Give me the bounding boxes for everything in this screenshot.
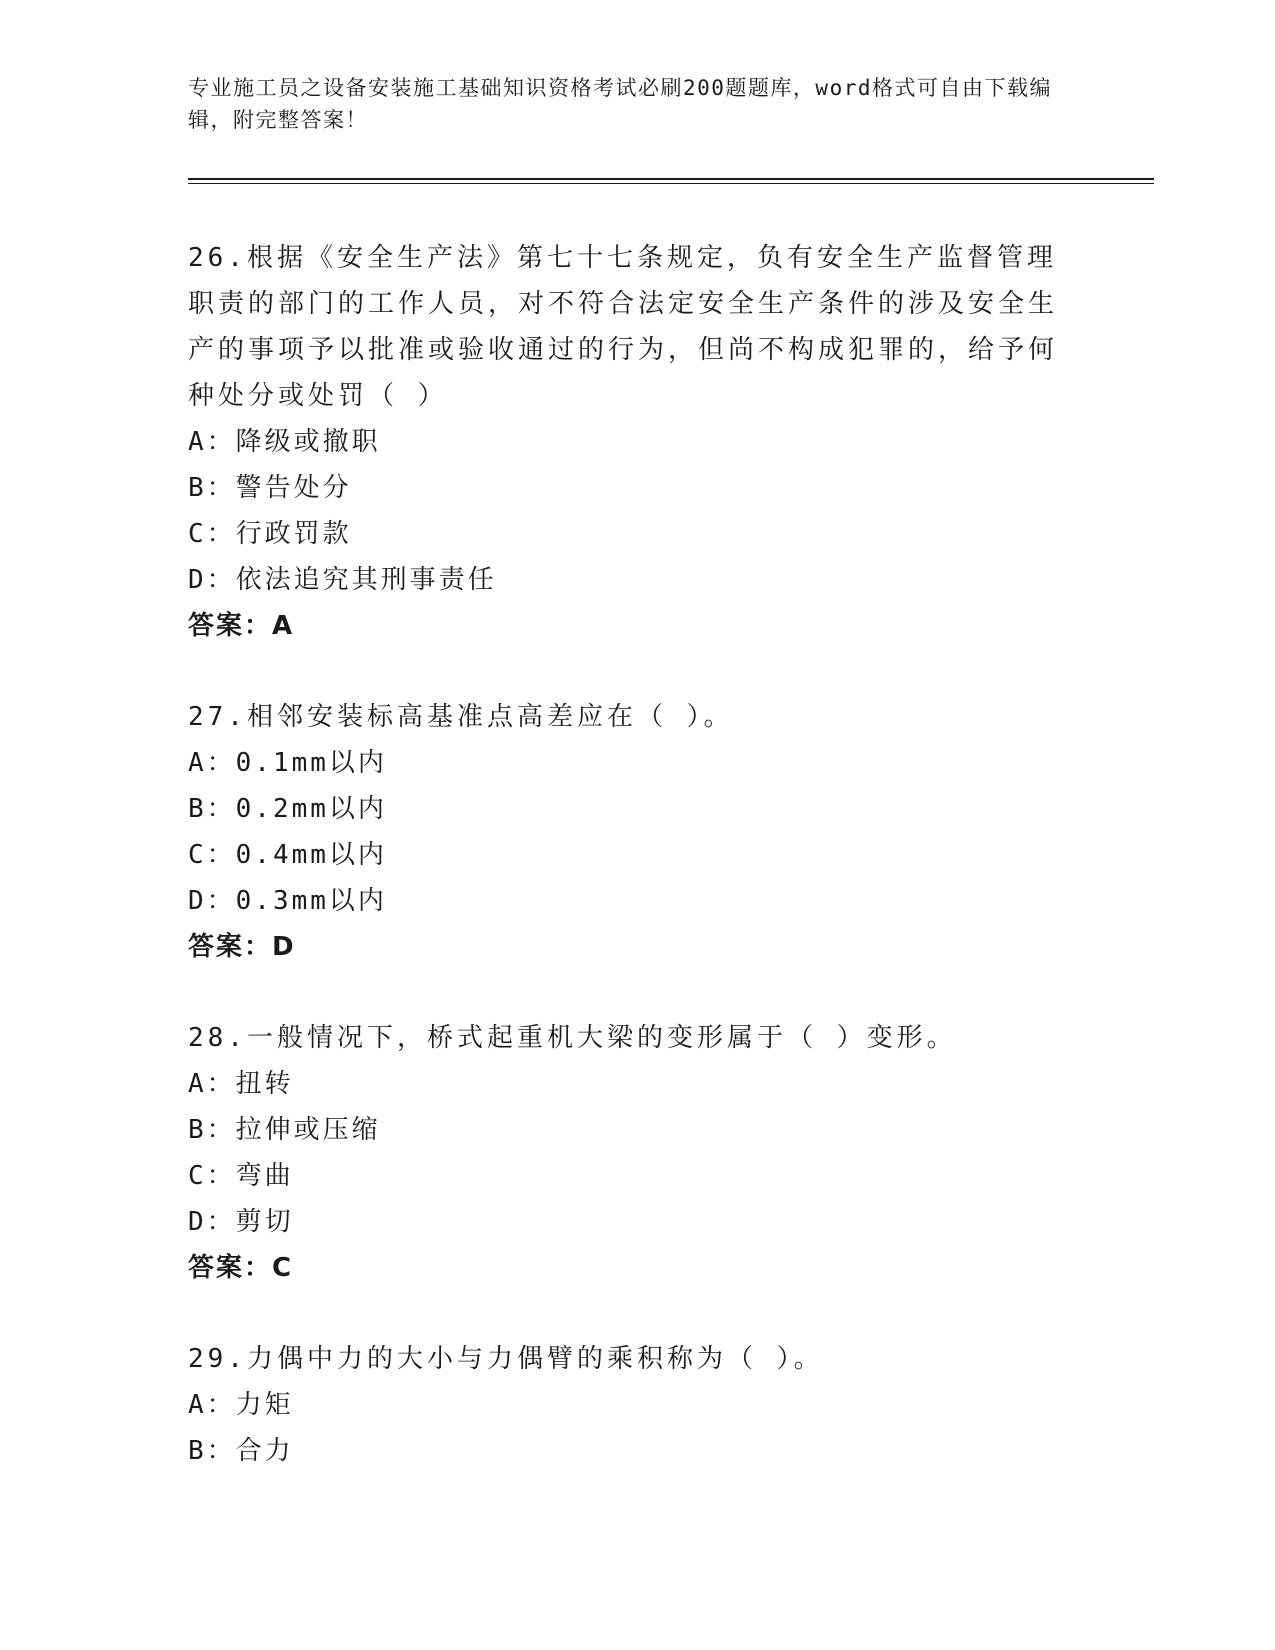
header-divider-thin <box>188 183 1154 184</box>
document-header: 专业施工员之设备安装施工基础知识资格考试必刷200题题库，word格式可自由下载编辑，附完整答案！ <box>188 76 1052 132</box>
question-27 <box>188 694 1078 970</box>
answer-line: 答案：A <box>188 611 295 641</box>
question-stem: 29.力偶中力的大小与力偶臂的乘积称为（ ）。 <box>188 1344 824 1374</box>
option-c: C：0.4mm以内 <box>188 840 387 870</box>
question-stem: 26.根据《安全生产法》第七十七条规定，负有安全生产监督管理职责的部门的工作人员，对不符合法定安全生产条件的涉及安全生产的事项予以批准或验收通过的行为，但尚不构成犯罪的，给予何种处分或处罚（ ） <box>188 243 1059 411</box>
question-stem: 28.一般情况下，桥式起重机大梁的变形属于（ ）变形。 <box>188 1023 957 1053</box>
question-stem: 27.相邻安装标高基准点高差应在（ ）。 <box>188 702 734 732</box>
header-divider-thick <box>188 178 1154 180</box>
option-c: C：弯曲 <box>188 1161 294 1191</box>
answer-line: 答案：D <box>188 932 296 962</box>
option-b: B：拉伸或压缩 <box>188 1115 381 1145</box>
question-29 <box>188 1336 1078 1474</box>
option-a: A：力矩 <box>188 1390 294 1420</box>
option-a: A：扭转 <box>188 1069 294 1099</box>
option-d: D：0.3mm以内 <box>188 886 387 916</box>
option-c: C：行政罚款 <box>188 519 352 549</box>
option-b: B：0.2mm以内 <box>188 794 387 824</box>
question-26 <box>188 235 1078 649</box>
option-a: A：0.1mm以内 <box>188 748 387 778</box>
question-28 <box>188 1015 1078 1291</box>
question-list <box>188 235 1078 1519</box>
option-a: A：降级或撤职 <box>188 427 381 457</box>
option-b: B：警告处分 <box>188 473 352 503</box>
option-b: B：合力 <box>188 1436 294 1466</box>
answer-line: 答案：C <box>188 1253 294 1283</box>
option-d: D：依法追究其刑事责任 <box>188 565 497 595</box>
option-d: D：剪切 <box>188 1207 294 1237</box>
